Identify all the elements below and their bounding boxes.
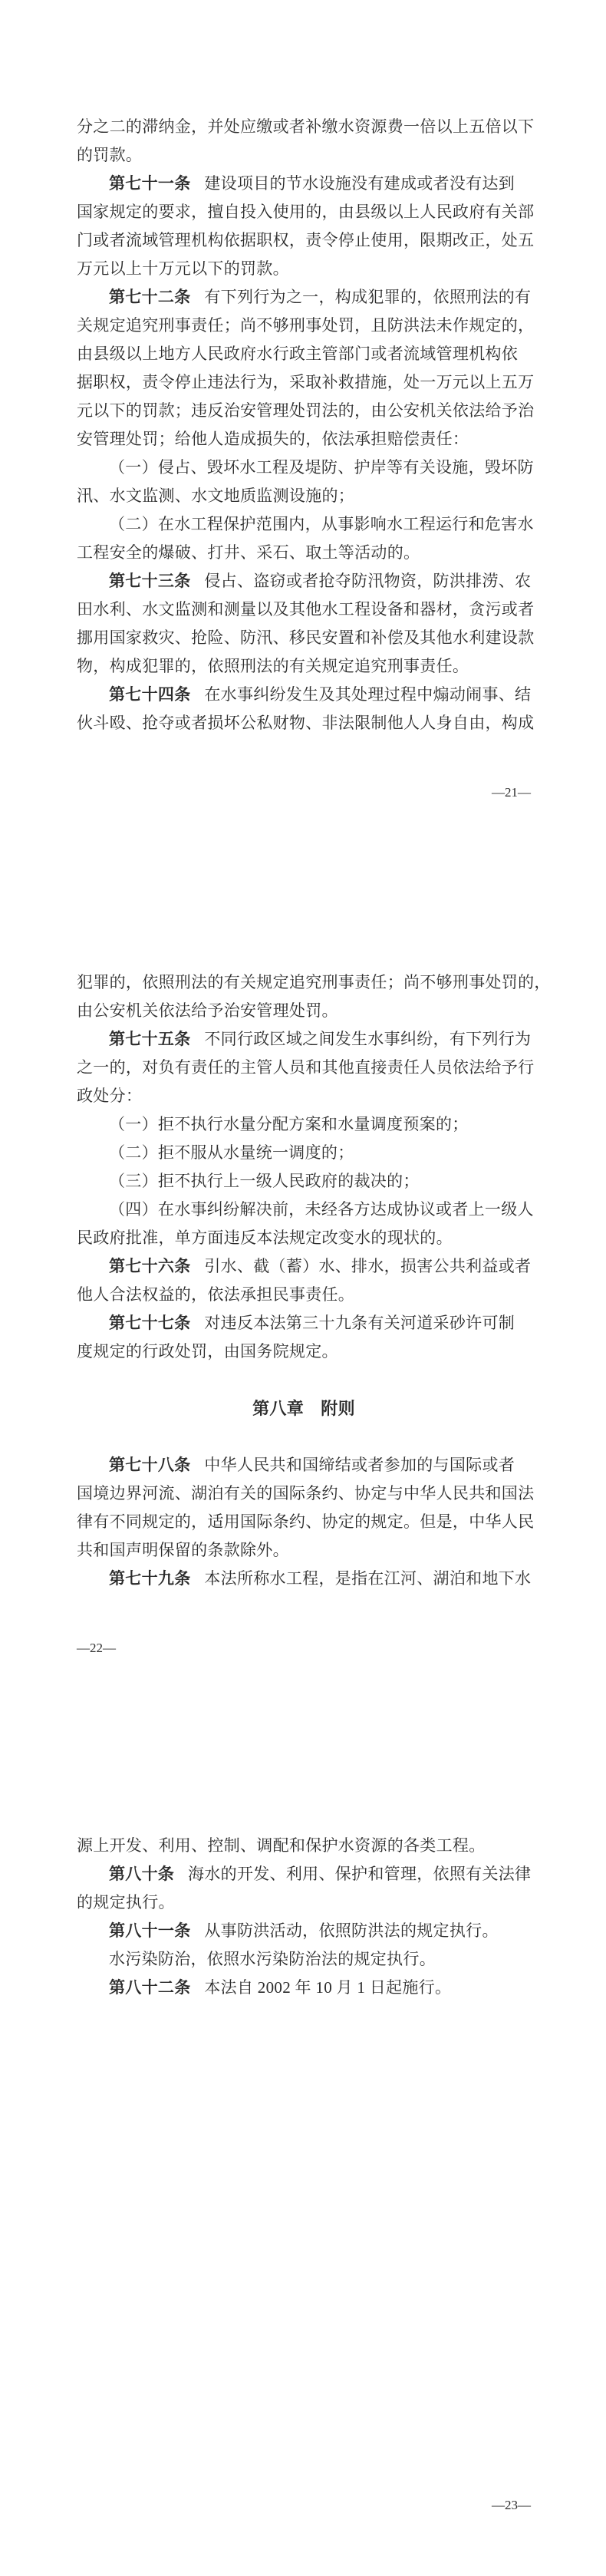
- article-number: 第七十四条: [109, 686, 191, 704]
- text-line: 由公安机关依法给予治安管理处罚。: [77, 1001, 338, 1020]
- document-page: [77, 968, 551, 1593]
- text-line: 政处分：: [77, 1087, 143, 1105]
- text-line: 源上开发、利用、控制、调配和保护水资源的各类工程。: [77, 1836, 486, 1855]
- text-line: 第八十条 海水的开发、利用、保护和管理，依照有关法律: [109, 1865, 532, 1883]
- article-number: 第七十五条: [109, 1031, 191, 1048]
- text-line: （一）侵占、毁坏水工程及堤防、护岸等有关设施，毁坏防: [109, 458, 534, 477]
- article-number: 第七十一条: [109, 175, 191, 193]
- text-line: 水污染防治，依照水污染防治法的规定执行。: [109, 1950, 436, 1968]
- page-number: —23—: [492, 2498, 531, 2512]
- text-line: 国境边界河流、湖泊有关的国际条约、协定与中华人民共和国法: [77, 1484, 535, 1502]
- text-line: 第八十二条 本法自 2002 年 10 月 1 日起施行。: [109, 1978, 452, 1997]
- text-line: 分之二的滞纳金，并处应缴或者补缴水资源费一倍以上五倍以下: [77, 117, 535, 136]
- text-line: 关规定追究刑事责任；尚不够刑事处罚，且防洪法未作规定的，: [77, 316, 535, 335]
- text-line: 元以下的罚款；违反治安管理处罚法的，由公安机关依法给予治: [77, 401, 535, 420]
- text-line: （一）拒不执行水量分配方案和水量调度预案的；: [109, 1115, 469, 1133]
- text-line: 第七十五条 不同行政区域之间发生水事纠纷，有下列行为: [109, 1030, 532, 1048]
- chapter-heading: 第八章 附则: [252, 1399, 355, 1418]
- article-number: 第七十二条: [109, 289, 191, 306]
- text-line: 度规定的行政处罚，由国务院规定。: [77, 1342, 338, 1361]
- article-number: 第七十六条: [109, 1258, 191, 1275]
- text-line: 万元以上十万元以下的罚款。: [77, 259, 289, 278]
- page-number: —22—: [77, 1641, 116, 1655]
- text-line: 他人合法权益的，依法承担民事责任。: [77, 1285, 355, 1304]
- text-line: 田水利、水文监测和测量以及其他水工程设备和器材，贪污或者: [77, 600, 535, 618]
- text-line: 汛、水文监测、水文地质监测设施的；: [77, 487, 355, 505]
- text-line: 律有不同规定的，适用国际条约、协定的规定。但是，中华人民: [77, 1512, 535, 1531]
- text-line: 第七十三条 侵占、盗窃或者抢夺防汛物资，防洪排涝、农: [109, 572, 532, 590]
- text-line: 第七十七条 对违反本法第三十九条有关河道采砂许可制: [109, 1314, 515, 1332]
- text-line: 第七十八条 中华人民共和国缔结或者参加的与国际或者: [109, 1456, 515, 1474]
- page-number: —21—: [492, 785, 531, 800]
- article-number: 第七十八条: [109, 1456, 191, 1474]
- article-number: 第七十七条: [109, 1314, 191, 1332]
- document-page: [77, 113, 535, 737]
- text-line: 挪用国家救灾、抢险、防汛、移民安置和补偿及其他水利建设款: [77, 628, 535, 647]
- article-number: 第七十三条: [109, 572, 191, 590]
- text-line: 物，构成犯罪的，依照刑法的有关规定追究刑事责任。: [77, 657, 469, 675]
- text-line: 民政府批准，单方面违反本法规定改变水的现状的。: [77, 1229, 453, 1247]
- text-line: （三）拒不执行上一级人民政府的裁决的；: [109, 1172, 420, 1190]
- article-number: 第七十九条: [109, 1570, 191, 1588]
- article-number: 第八十条: [109, 1865, 175, 1883]
- text-line: 第八十一条 从事防洪活动，依照防洪法的规定执行。: [109, 1921, 499, 1940]
- text-line: 由县级以上地方人民政府水行政主管部门或者流域管理机构依: [77, 345, 519, 363]
- text-line: 第七十六条 引水、截（蓄）水、排水，损害公共利益或者: [109, 1257, 532, 1275]
- text-line: 伙斗殴、抢夺或者损坏公私财物、非法限制他人人身自由，构成: [77, 714, 535, 732]
- text-line: 工程安全的爆破、打井、采石、取土等活动的。: [77, 543, 420, 562]
- text-line: 的罚款。: [77, 146, 143, 164]
- text-line: 犯罪的，依照刑法的有关规定追究刑事责任；尚不够刑事处罚的，: [77, 973, 551, 991]
- article-number: 第八十一条: [109, 1922, 191, 1940]
- text-line: （二）在水工程保护范围内，从事影响水工程运行和危害水: [109, 515, 534, 533]
- text-line: 安管理处罚；给他人造成损失的，依法承担赔偿责任：: [77, 430, 469, 448]
- text-line: （四）在水事纠纷解决前，未经各方达成协议或者上一级人: [109, 1200, 534, 1219]
- text-line: 之一的，对负有责任的主管人员和其他直接责任人员依法给予行: [77, 1058, 535, 1077]
- article-number: 第八十二条: [109, 1979, 191, 1997]
- text-line: 据职权，责令停止违法行为，采取补救措施，处一万元以上五万: [77, 373, 535, 391]
- text-line: 第七十九条 本法所称水工程，是指在江河、湖泊和地下水: [109, 1569, 532, 1588]
- text-line: 共和国声明保留的条款除外。: [77, 1541, 289, 1559]
- text-line: 的规定执行。: [77, 1893, 175, 1911]
- text-line: （二）拒不服从水量统一调度的；: [109, 1143, 354, 1162]
- text-line: 国家规定的要求，擅自投入使用的，由县级以上人民政府有关部: [77, 203, 535, 221]
- document-page: [77, 1832, 531, 2002]
- text-line: 第七十二条 有下列行为之一，构成犯罪的，依照刑法的有: [109, 288, 532, 306]
- text-line: 第七十一条 建设项目的节水设施没有建成或者没有达到: [109, 174, 515, 193]
- text-line: 门或者流域管理机构依据职权，责令停止使用，限期改正，处五: [77, 231, 535, 249]
- text-line: 第七十四条 在水事纠纷发生及其处理过程中煽动闹事、结: [109, 685, 532, 704]
